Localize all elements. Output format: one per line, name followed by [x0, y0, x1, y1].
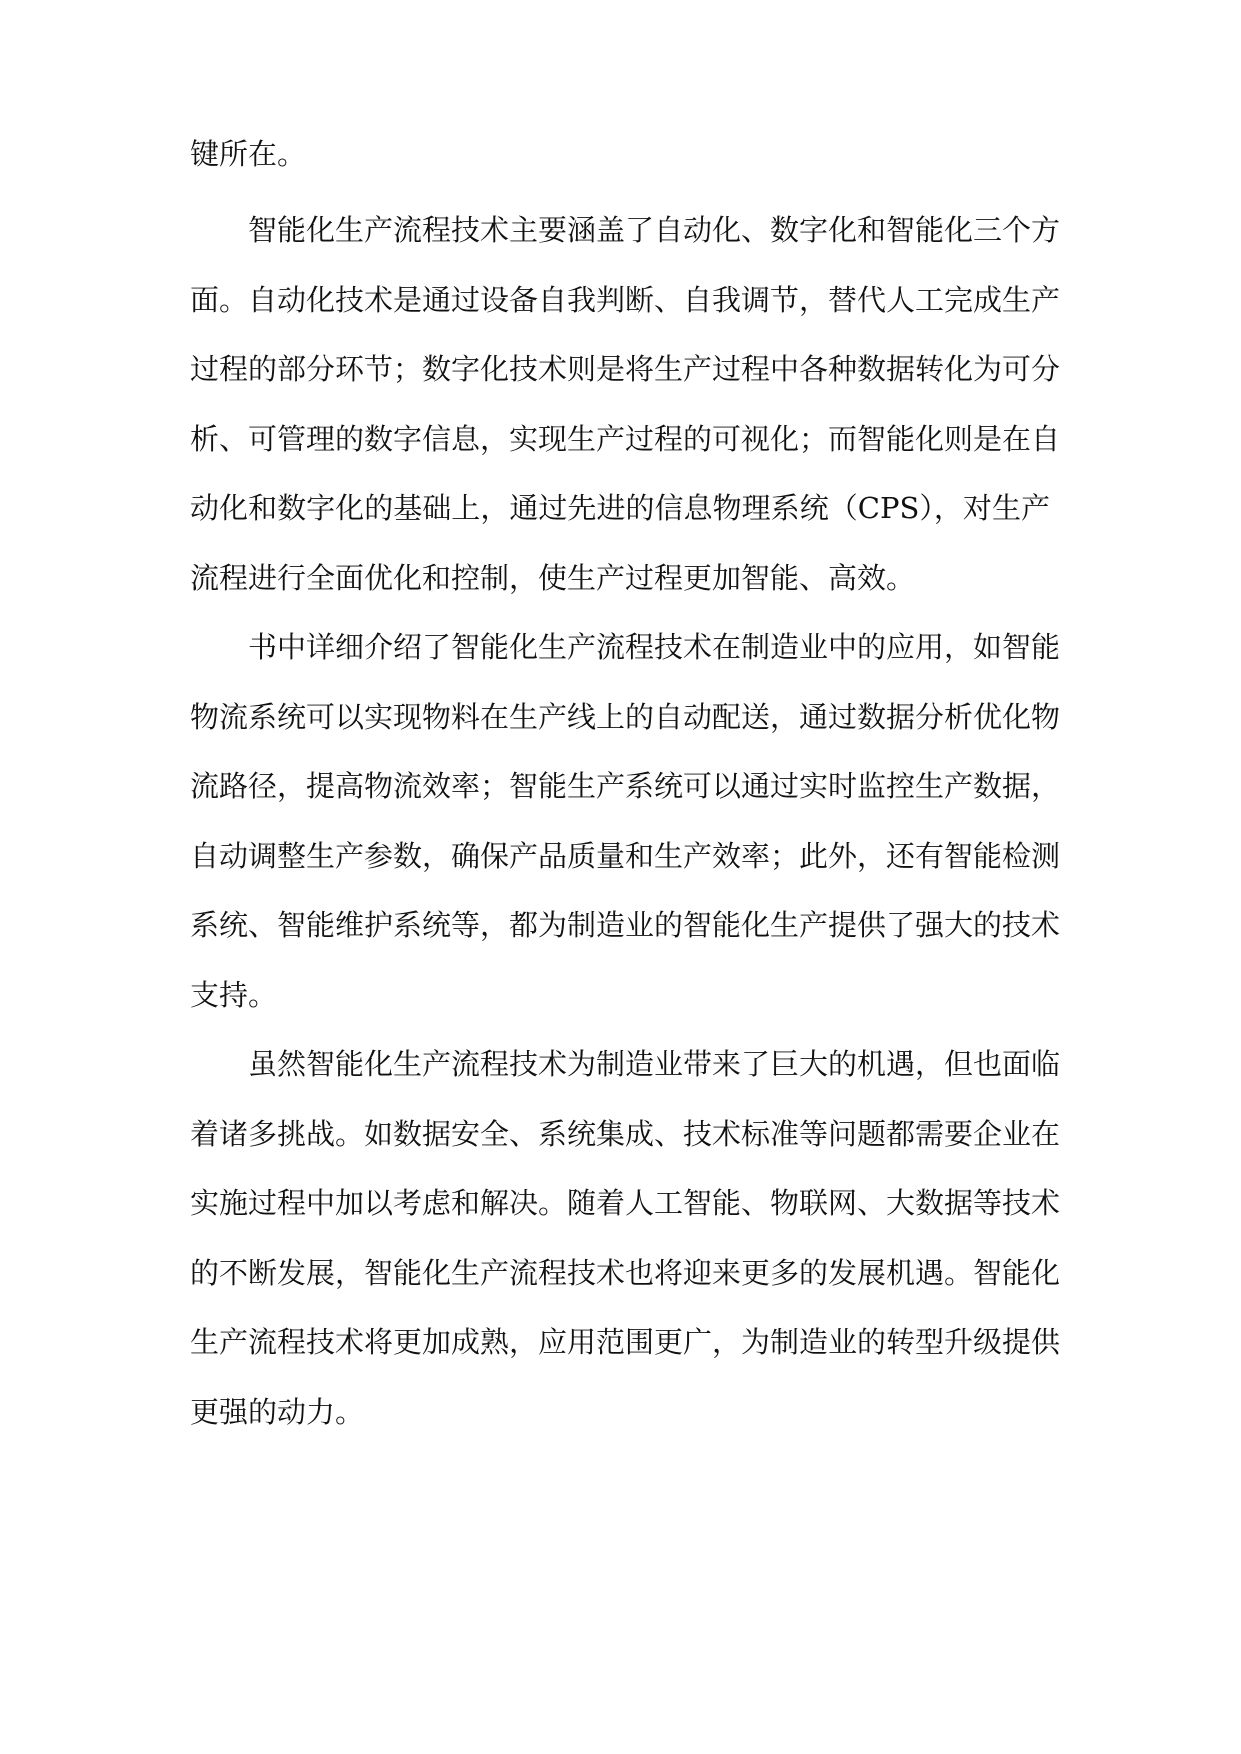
text-line-15: 着诸多挑战。如数据安全、系统集成、技术标准等问题都需要企业在	[190, 1117, 1061, 1151]
text-line-9: 物流系统可以实现物料在生产线上的自动配送，通过数据分析优化物	[190, 700, 1061, 734]
text-line-1: 键所在。	[190, 137, 307, 171]
text-line-4: 过程的部分环节；数字化技术则是将生产过程中各种数据转化为可分	[190, 352, 1061, 386]
text-line-14: 虽然智能化生产流程技术为制造业带来了巨大的机遇，但也面临	[248, 1047, 1061, 1081]
text-line-11: 自动调整生产参数，确保产品质量和生产效率；此外，还有智能检测	[190, 839, 1061, 873]
text-line-13: 支持。	[190, 978, 278, 1012]
text-line-8: 书中详细介绍了智能化生产流程技术在制造业中的应用，如智能	[248, 630, 1061, 664]
text-line-6: 动化和数字化的基础上，通过先进的信息物理系统（CPS），对生产	[190, 491, 1050, 525]
text-line-7: 流程进行全面优化和控制，使生产过程更加智能、高效。	[190, 561, 916, 595]
text-line-5: 析、可管理的数字信息，实现生产过程的可视化；而智能化则是在自	[190, 422, 1061, 456]
text-line-10: 流路径，提高物流效率；智能生产系统可以通过实时监控生产数据，	[190, 769, 1061, 803]
text-line-17: 的不断发展，智能化生产流程技术也将迎来更多的发展机遇。智能化	[190, 1256, 1061, 1290]
text-line-12: 系统、智能维护系统等，都为制造业的智能化生产提供了强大的技术	[190, 908, 1061, 942]
text-line-18: 生产流程技术将更加成熟，应用范围更广，为制造业的转型升级提供	[190, 1325, 1061, 1359]
text-line-2: 智能化生产流程技术主要涵盖了自动化、数字化和智能化三个方	[248, 213, 1061, 247]
text-line-3: 面。自动化技术是通过设备自我判断、自我调节，替代人工完成生产	[190, 283, 1061, 317]
text-line-19: 更强的动力。	[190, 1395, 365, 1429]
text-line-16: 实施过程中加以考虑和解决。随着人工智能、物联网、大数据等技术	[190, 1186, 1061, 1220]
